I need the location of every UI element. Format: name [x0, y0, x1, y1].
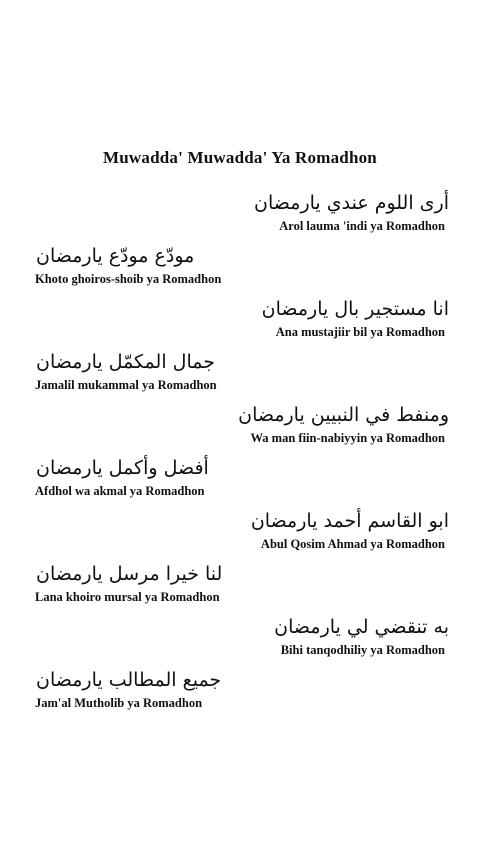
verse-8-transliteration: Lana khoiro mursal ya Romadhon	[35, 590, 220, 604]
verse-5-transliteration: Wa man fiin-nabiyyin ya Romadhon	[250, 431, 445, 445]
verse-7	[0, 508, 480, 560]
verse-10	[0, 667, 480, 719]
verse-6	[0, 455, 480, 507]
verse-4-arabic: جمال المكمّل يارمضان	[36, 351, 215, 373]
verse-9	[0, 614, 480, 666]
verse-5-arabic: ومنفط في النبيين يارمضان	[238, 404, 449, 426]
verse-8	[0, 561, 480, 613]
verse-list	[0, 190, 480, 719]
verse-9-arabic: به تنقضي لي يارمضان	[274, 616, 449, 638]
verse-2	[0, 243, 480, 295]
verse-1-transliteration: Arol lauma 'indi ya Romadhon	[279, 219, 445, 233]
verse-3	[0, 296, 480, 348]
verse-10-transliteration: Jam'al Mutholib ya Romadhon	[35, 696, 203, 710]
verse-7-transliteration: Abul Qosim Ahmad ya Romadhon	[260, 537, 445, 551]
verse-4	[0, 349, 480, 401]
verse-9-transliteration: Bihi tanqodhiliy ya Romadhon	[280, 643, 445, 657]
verse-3-transliteration: Ana mustajiir bil ya Romadhon	[275, 325, 445, 339]
verse-6-transliteration: Afdhol wa akmal ya Romadhon	[35, 484, 205, 498]
verse-7-arabic: ابو القاسم أحمد يارمضان	[250, 510, 449, 532]
verse-5	[0, 402, 480, 454]
verse-1-arabic: أرى اللوم عندي يارمضان	[254, 192, 449, 214]
verse-4-transliteration: Jamalil mukammal ya Romadhon	[35, 378, 217, 392]
verse-6-arabic: أفضل وأكمل يارمضان	[36, 457, 209, 479]
verse-10-arabic: جميع المطالب يارمضان	[36, 669, 222, 691]
verse-3-arabic: انا مستجير بال يارمضان	[261, 298, 449, 320]
verse-2-transliteration: Khoto ghoiros-shoib ya Romadhon	[35, 272, 222, 286]
verse-1	[0, 190, 480, 242]
song-title: Muwadda' Muwadda' Ya Romadhon	[103, 148, 377, 167]
verse-8-arabic: لنا خيرا مرسل يارمضان	[36, 563, 223, 585]
verse-2-arabic: مودّع مودّع يارمضان	[36, 245, 195, 267]
